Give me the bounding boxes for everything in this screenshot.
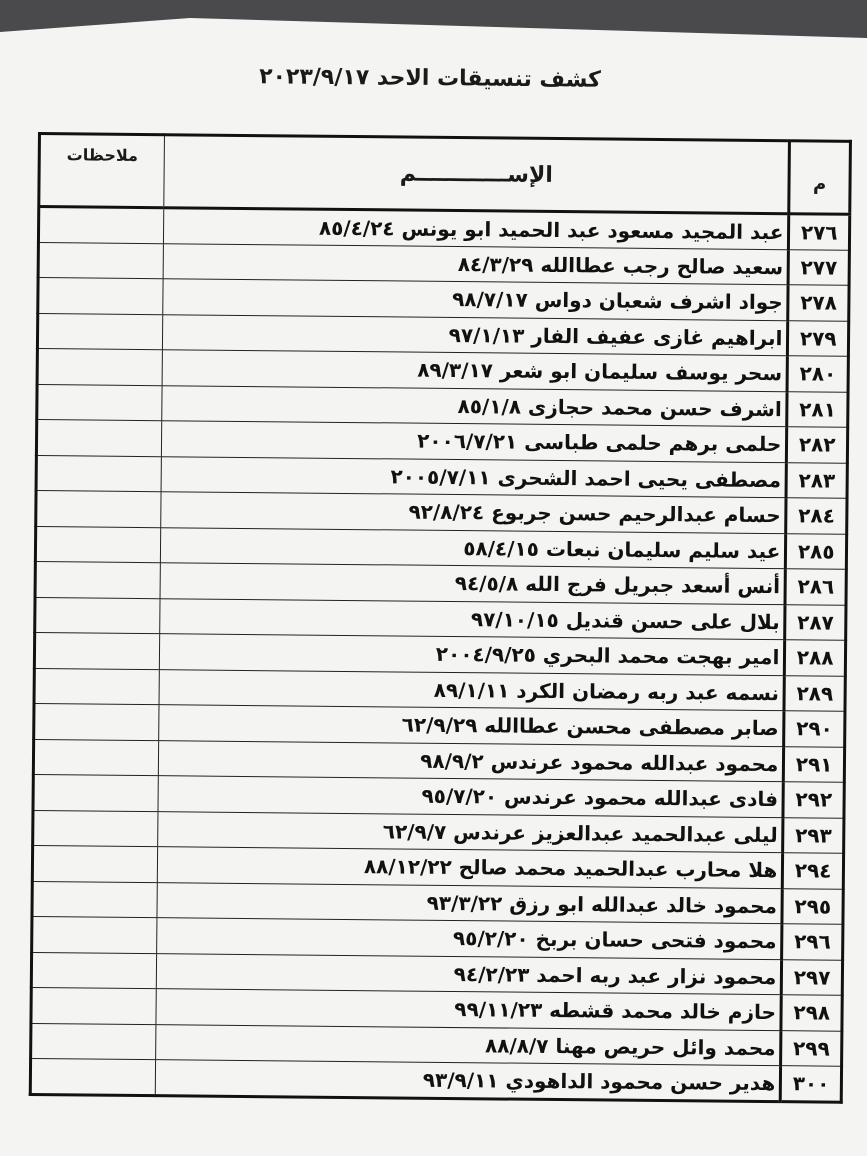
row-name: أنس أسعد جبريل فرج الله ٩٤/٥/٨ bbox=[160, 563, 786, 605]
row-notes bbox=[33, 774, 158, 811]
document-title: كشف تنسيقات الاحد ٢٠٢٣/٩/١٧ bbox=[259, 64, 601, 93]
row-notes bbox=[32, 881, 157, 918]
row-name: حازم خالد محمد قشطه ٩٩/١١/٢٣ bbox=[156, 989, 782, 1031]
row-notes bbox=[35, 597, 160, 634]
row-notes bbox=[34, 632, 159, 669]
row-number: ٢٧٧ bbox=[788, 249, 849, 285]
row-notes bbox=[38, 242, 163, 279]
row-name: هدير حسن محمود الداهودي ٩٣/٩/١١ bbox=[155, 1060, 781, 1102]
row-number: ٢٨١ bbox=[787, 391, 848, 427]
row-number: ٢٩٣ bbox=[783, 817, 844, 853]
row-name: اشرف حسن محمد حجازى ٨٥/١/٨ bbox=[162, 385, 788, 427]
row-name: بلال على حسن قنديل ٩٧/١٠/١٥ bbox=[160, 598, 786, 640]
row-number: ٢٩٦ bbox=[782, 924, 843, 960]
row-number: ٢٧٨ bbox=[788, 285, 849, 321]
table-header-row bbox=[39, 134, 851, 215]
row-notes bbox=[36, 490, 161, 527]
row-number: ٣٠٠ bbox=[781, 1066, 842, 1102]
header-notes: ملاحظات bbox=[39, 134, 165, 208]
row-notes bbox=[32, 916, 157, 953]
row-notes bbox=[35, 526, 160, 563]
row-notes bbox=[33, 810, 158, 847]
table-row bbox=[30, 1058, 841, 1101]
row-number: ٢٨٠ bbox=[787, 356, 848, 392]
table-body bbox=[30, 207, 849, 1102]
row-notes bbox=[38, 207, 163, 244]
row-number: ٢٩٧ bbox=[782, 959, 843, 995]
row-number: ٢٩٩ bbox=[781, 1030, 842, 1066]
row-notes bbox=[32, 845, 157, 882]
row-number: ٢٨٥ bbox=[786, 533, 847, 569]
row-name: فادى عبدالله محمود عرندس ٩٥/٧/٢٠ bbox=[158, 776, 784, 818]
row-number: ٢٨٤ bbox=[786, 498, 847, 534]
row-name: محمود عبدالله محمود عرندس ٩٨/٩/٢ bbox=[158, 740, 784, 782]
row-notes bbox=[36, 420, 161, 457]
header-name: الإســــــــــــم bbox=[164, 135, 790, 214]
row-number: ٢٨٦ bbox=[785, 569, 846, 605]
row-name: حلمى برهم حلمى طباسى ٢٠٠٦/٧/٢١ bbox=[162, 421, 788, 463]
row-name: هلا محارب عبدالحميد محمد صالح ٨٨/١٢/٢٢ bbox=[157, 847, 783, 889]
row-notes bbox=[37, 349, 162, 386]
header-number: م bbox=[789, 141, 850, 215]
row-name: نسمه عبد ربه رمضان الكرد ٨٩/١/١١ bbox=[159, 669, 785, 711]
row-number: ٢٨٢ bbox=[787, 427, 848, 463]
row-number: ٢٩٠ bbox=[784, 711, 845, 747]
row-number: ٢٩١ bbox=[784, 746, 845, 782]
row-number: ٢٩٨ bbox=[781, 995, 842, 1031]
row-number: ٢٧٦ bbox=[789, 214, 850, 250]
row-name: محمود فتحى حسان بربخ ٩٥/٢/٢٠ bbox=[157, 918, 783, 960]
row-name: امير بهجت محمد البحري ٢٠٠٤/٩/٢٥ bbox=[159, 634, 785, 676]
row-number: ٢٨٧ bbox=[785, 604, 846, 640]
row-name: حسام عبدالرحيم حسن جربوع ٩٢/٨/٢٤ bbox=[161, 492, 787, 534]
row-name: مصطفى يحيى احمد الشحرى ٢٠٠٥/٧/١١ bbox=[161, 456, 787, 498]
row-number: ٢٨٣ bbox=[786, 462, 847, 498]
row-name: ليلى عبدالحميد عبدالعزيز عرندس ٦٢/٩/٧ bbox=[158, 811, 784, 853]
row-name: محمود خالد عبدالله ابو رزق ٩٣/٣/٢٢ bbox=[157, 882, 783, 924]
row-notes bbox=[31, 952, 156, 989]
row-notes bbox=[37, 313, 162, 350]
row-notes bbox=[34, 668, 159, 705]
row-number: ٢٩٥ bbox=[782, 888, 843, 924]
row-notes bbox=[34, 703, 159, 740]
row-name: عيد سليم سليمان نبعات ٥٨/٤/١٥ bbox=[160, 527, 786, 569]
row-name: سعيد صالح رجب عطاالله ٨٤/٣/٢٩ bbox=[163, 243, 789, 285]
row-notes bbox=[31, 1023, 156, 1060]
row-name: عبد المجيد مسعود عبد الحميد ابو يونس ٨٥/٤/٢٤ bbox=[164, 208, 790, 250]
row-notes bbox=[33, 739, 158, 776]
row-name: سحر يوسف سليمان ابو شعر ٨٩/٣/١٧ bbox=[162, 350, 788, 392]
row-name: محمود نزار عبد ربه احمد ٩٤/٢/٢٣ bbox=[156, 953, 782, 995]
row-notes bbox=[38, 278, 163, 315]
roster-table-container bbox=[29, 132, 852, 1103]
row-number: ٢٧٩ bbox=[788, 320, 849, 356]
row-number: ٢٨٨ bbox=[785, 640, 846, 676]
row-name: محمد وائل حريص مهنا ٨٨/٨/٧ bbox=[156, 1024, 782, 1066]
row-notes bbox=[35, 561, 160, 598]
row-notes bbox=[37, 384, 162, 421]
roster-table bbox=[29, 132, 852, 1103]
row-notes bbox=[36, 455, 161, 492]
row-name: ابراهيم غازى عفيف الفار ٩٧/١/١٣ bbox=[163, 314, 789, 356]
row-notes bbox=[31, 987, 156, 1024]
row-number: ٢٨٩ bbox=[784, 675, 845, 711]
row-name: صابر مصطفى محسن عطاالله ٦٢/٩/٢٩ bbox=[159, 705, 785, 747]
row-number: ٢٩٢ bbox=[783, 782, 844, 818]
row-notes bbox=[30, 1058, 155, 1095]
row-number: ٢٩٤ bbox=[783, 853, 844, 889]
row-name: جواد اشرف شعبان دواس ٩٨/٧/١٧ bbox=[163, 279, 789, 321]
